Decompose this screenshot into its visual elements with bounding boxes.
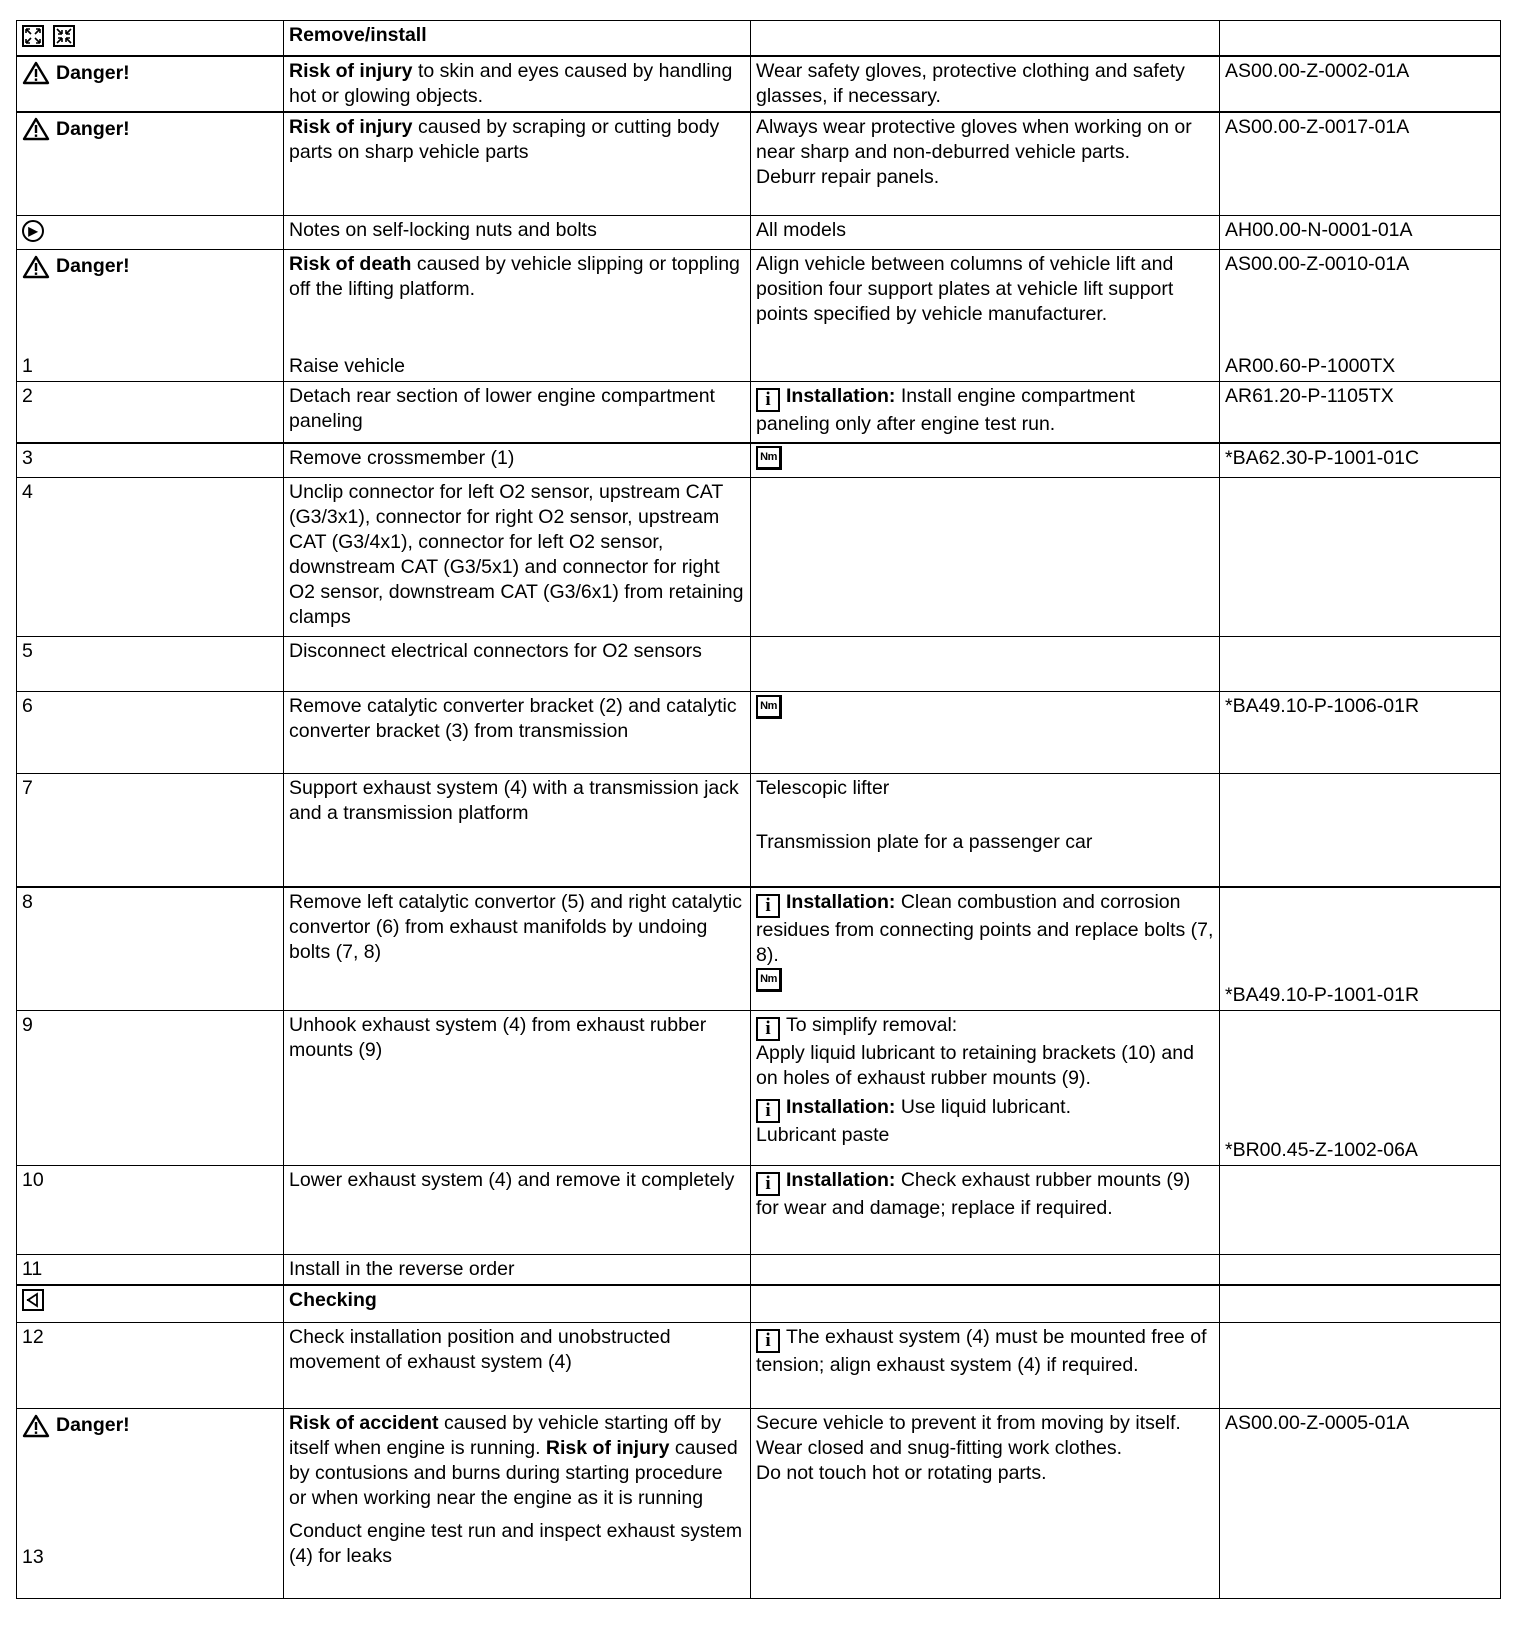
info-icon: i [756,1017,780,1041]
checking-title: Checking [284,1285,751,1323]
torque-icon: Nm [756,968,782,992]
remove-icon [22,25,44,47]
warning-icon [22,255,50,279]
torque-icon: Nm [756,446,782,470]
table-row [17,21,1501,56]
torque-icon: Nm [756,695,782,719]
table-row: Danger! Risk of injury to skin and eyes caused by handling hot or glowing objects. Wear safety gloves, protective clothing and safety glasses, if necessary. AS00.00-Z-0002-01A [17,56,1501,112]
info-icon: i [756,1099,780,1123]
table-row: 8 Remove left catalytic convertor (5) and right catalytic convertor (6) from exhaust manifolds by undoing bolts (7, 8) i Installation: Clean combustion and corrosion residues from connecting points and replace bolts (7, 8). Nm *BA49.10-P-1001-01R [17,887,1501,1011]
table-row: Danger! 1 Risk of death caused by vehicle slipping or toppling off the lifting platform. Raise vehicle Align vehicle between columns of vehicle lift and position four support plates at vehicle lift support points specified by vehicle manufacturer. AS00.00-Z-0010-01A AR00.60-P-1000TX [17,250,1501,382]
table-row: 12 Check installation position and unobstructed movement of exhaust system (4) i The exhaust system (4) must be mounted free of tension; align exhaust system (4) if required. [17,1323,1501,1409]
table-row: 7 Support exhaust system (4) with a transmission jack and a transmission platform Telescopic lifter Transmission plate for a passenger car [17,774,1501,887]
danger-label: Danger! [22,254,130,279]
table-row: 5 Disconnect electrical connectors for O2 sensors [17,637,1501,692]
install-icon [53,25,75,47]
warning-icon [22,1414,50,1438]
table-row [17,1285,1501,1323]
warning-icon [22,117,50,141]
table-row: Danger! Risk of injury caused by scraping or cutting body parts on sharp vehicle parts Always wear protective gloves when working on or near sharp and non-deburred vehicle parts. Deburr repair panels. AS00.00-Z-0017-01A [17,112,1501,216]
table-row: 3 Remove crossmember (1) Nm *BA62.30-P-1001-01C [17,443,1501,478]
info-icon: i [756,388,780,412]
danger-label: Danger! [22,117,130,142]
header-icons [17,21,284,56]
table-row: 9 Unhook exhaust system (4) from exhaust rubber mounts (9) i To simplify removal: Apply liquid lubricant to retaining brackets (10) and on holes of exhaust rubber mounts (9). i Installation: Use liquid lubricant. Lubricant paste *BR00.45-Z-1002-06A [17,1011,1501,1166]
checking-icon [22,1289,44,1311]
table-row: ▶ Notes on self-locking nuts and bolts All models AH00.00-N-0001-01A [17,216,1501,250]
step-number: 13 [22,1546,44,1568]
table-row: 11 Install in the reverse order [17,1255,1501,1285]
table-row: 10 Lower exhaust system (4) and remove it completely i Installation: Check exhaust rubber mounts (9) for wear and damage; replace if required. [17,1166,1501,1255]
table-row: 4 Unclip connector for left O2 sensor, upstream CAT (G3/3x1), connector for right O2 sensor, upstream CAT (G3/4x1), connector for left O2 sensor, downstream CAT (G3/5x1) and connector for right O2 sensor, downstream CAT (G3/6x1) from retaining clamps [17,478,1501,637]
warning-icon [22,61,50,85]
section-title: Remove/install [284,21,751,56]
note-icon: ▶ [22,220,44,242]
danger-label: Danger! [22,1413,130,1438]
table-row: Danger! 13 Risk of accident caused by vehicle starting off by itself when engine is running. Risk of injury caused by contusions and burns during starting procedure or when working near the engine as it is running Conduct engine test run and inspect exhaust system (4) for leaks Secure vehicle to prevent it from moving by itself. Wear closed and snug-fitting work clothes. Do not touch hot or rotating parts. AS00.00-Z-0005-01A [17,1409,1501,1599]
info-icon: i [756,894,780,918]
danger-label: Danger! [22,61,130,86]
table-row: 6 Remove catalytic converter bracket (2) and catalytic converter bracket (3) from transmission Nm *BA49.10-P-1006-01R [17,692,1501,774]
procedure-table [16,20,1501,1599]
step-number: 1 [22,355,33,377]
info-icon: i [756,1329,780,1353]
table-row: 2 Detach rear section of lower engine compartment paneling i Installation: Install engine compartment paneling only after engine test run. AR61.20-P-1105TX [17,382,1501,443]
info-icon: i [756,1172,780,1196]
